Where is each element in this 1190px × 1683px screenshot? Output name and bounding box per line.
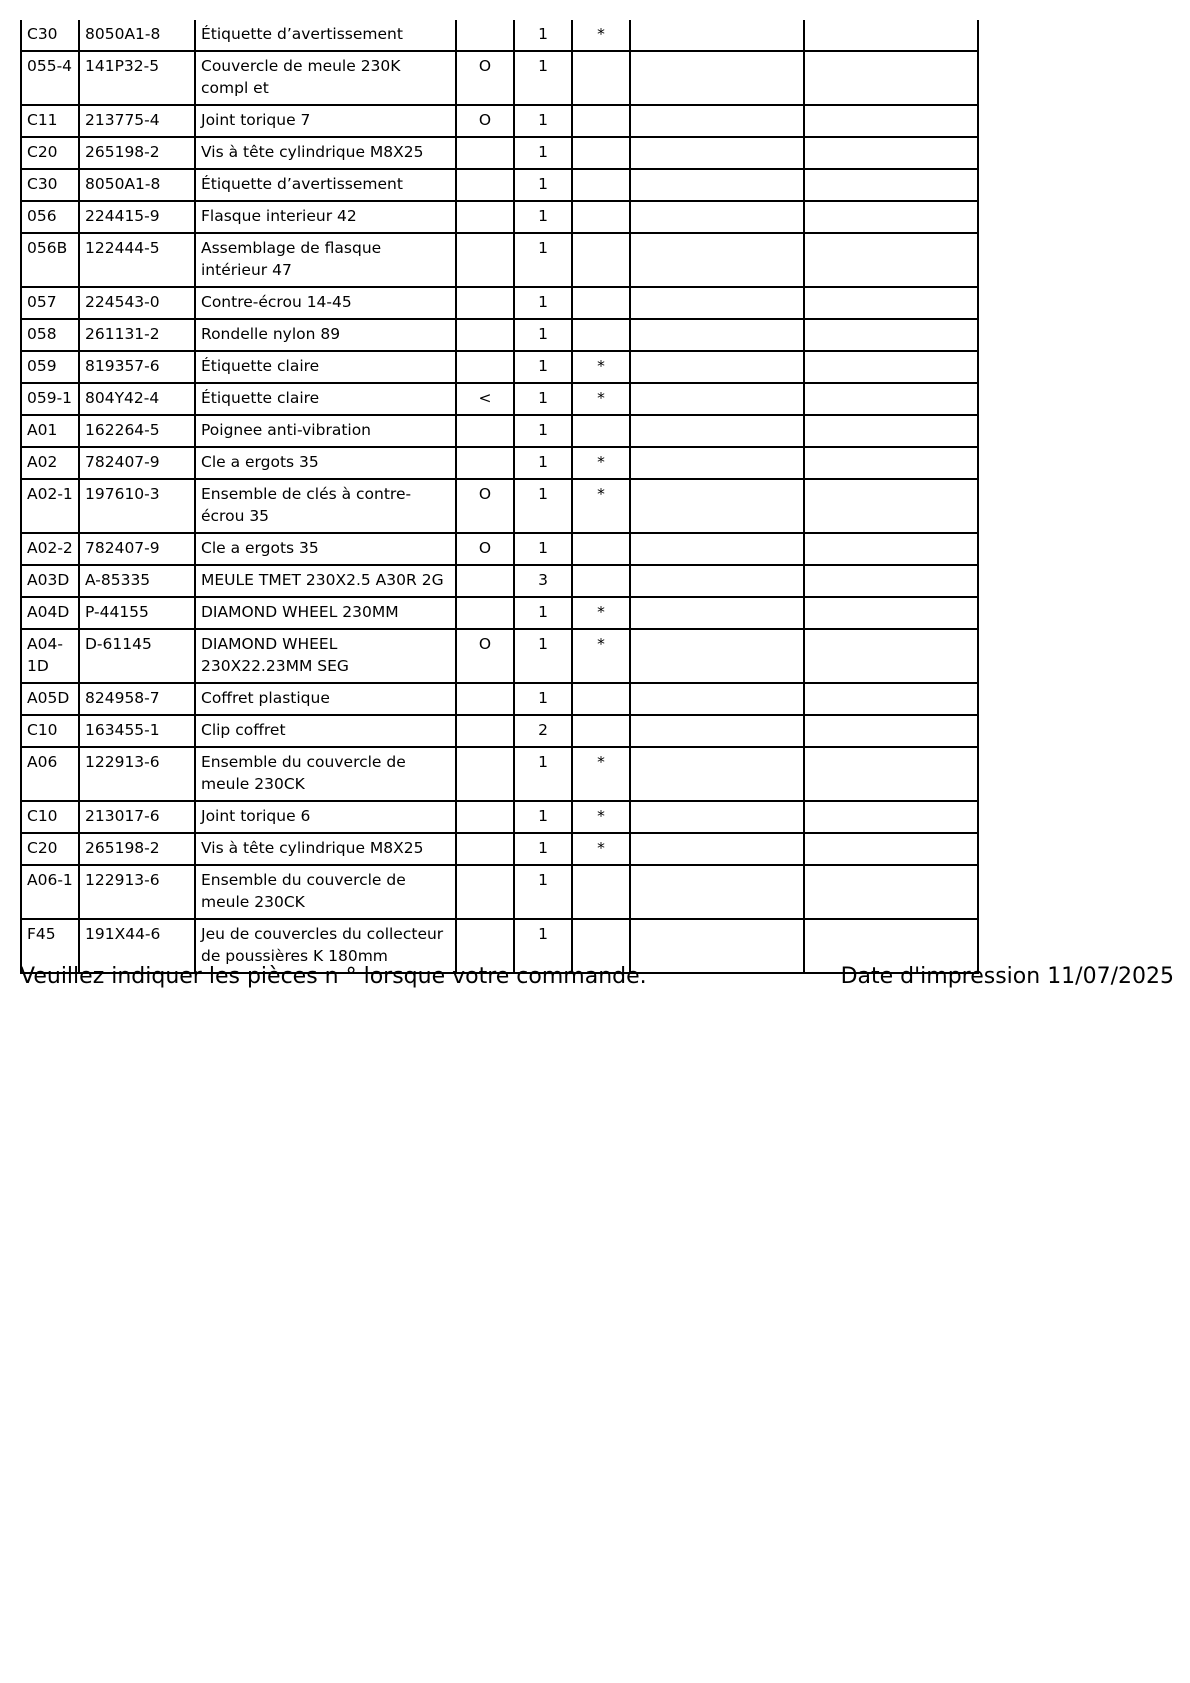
part-number-cell: 122444-5 — [79, 233, 195, 287]
description-cell: Cle a ergots 35 — [195, 447, 456, 479]
note-cell — [572, 319, 630, 351]
quantity-cell: 1 — [514, 865, 572, 919]
description-cell: MEULE TMET 230X2.5 A30R 2G — [195, 565, 456, 597]
table-row — [21, 533, 978, 565]
part-number-cell: 191X44-6 — [79, 919, 195, 973]
part-number-cell: 162264-5 — [79, 415, 195, 447]
ref-cell: 059-1 — [21, 383, 79, 415]
ref-cell: A02-2 — [21, 533, 79, 565]
quantity-cell: 1 — [514, 747, 572, 801]
note-cell: * — [572, 351, 630, 383]
table-row — [21, 287, 978, 319]
table-row — [21, 137, 978, 169]
option-cell: O — [456, 533, 514, 565]
part-number-cell: 265198-2 — [79, 833, 195, 865]
extra-cell-2 — [804, 137, 978, 169]
quantity-cell: 1 — [514, 105, 572, 137]
description-cell: Poignee anti-vibration — [195, 415, 456, 447]
extra-cell-1 — [630, 801, 804, 833]
quantity-cell: 1 — [514, 383, 572, 415]
description-cell: DIAMOND WHEEL 230MM — [195, 597, 456, 629]
ref-cell: A04D — [21, 597, 79, 629]
extra-cell-1 — [630, 415, 804, 447]
quantity-cell: 1 — [514, 801, 572, 833]
ref-cell: A06 — [21, 747, 79, 801]
option-cell — [456, 597, 514, 629]
table-row — [21, 629, 978, 683]
part-number-cell: 224415-9 — [79, 201, 195, 233]
extra-cell-2 — [804, 479, 978, 533]
note-cell: * — [572, 801, 630, 833]
option-cell — [456, 801, 514, 833]
option-cell — [456, 201, 514, 233]
extra-cell-1 — [630, 105, 804, 137]
extra-cell-1 — [630, 533, 804, 565]
option-cell: O — [456, 51, 514, 105]
part-number-cell: 824958-7 — [79, 683, 195, 715]
part-number-cell: 261131-2 — [79, 319, 195, 351]
extra-cell-1 — [630, 383, 804, 415]
option-cell: O — [456, 105, 514, 137]
description-cell: Étiquette d’avertissement — [195, 20, 456, 51]
table-row — [21, 597, 978, 629]
description-cell: DIAMOND WHEEL 230X22.23MM SEG — [195, 629, 456, 683]
ref-cell: A02-1 — [21, 479, 79, 533]
option-cell — [456, 715, 514, 747]
extra-cell-1 — [630, 629, 804, 683]
description-cell: Ensemble du couvercle de meule 230CK — [195, 747, 456, 801]
note-cell — [572, 233, 630, 287]
quantity-cell: 1 — [514, 51, 572, 105]
extra-cell-1 — [630, 201, 804, 233]
description-cell: Jeu de couvercles du collecteur de poussières K 180mm — [195, 919, 456, 973]
extra-cell-1 — [630, 747, 804, 801]
table-row — [21, 415, 978, 447]
description-cell: Étiquette claire — [195, 351, 456, 383]
ref-cell: C30 — [21, 20, 79, 51]
extra-cell-2 — [804, 351, 978, 383]
table-row — [21, 383, 978, 415]
quantity-cell: 1 — [514, 533, 572, 565]
description-cell: Coffret plastique — [195, 683, 456, 715]
part-number-cell: 224543-0 — [79, 287, 195, 319]
description-cell: Flasque interieur 42 — [195, 201, 456, 233]
extra-cell-2 — [804, 105, 978, 137]
extra-cell-2 — [804, 20, 978, 51]
note-cell — [572, 201, 630, 233]
print-date: Date d'impression 11/07/2025 — [840, 964, 1174, 989]
table-row — [21, 747, 978, 801]
note-cell: * — [572, 597, 630, 629]
note-cell: * — [572, 479, 630, 533]
ref-cell: 058 — [21, 319, 79, 351]
description-cell: Joint torique 6 — [195, 801, 456, 833]
option-cell — [456, 447, 514, 479]
extra-cell-1 — [630, 565, 804, 597]
note-cell: * — [572, 629, 630, 683]
option-cell — [456, 865, 514, 919]
ref-cell: C10 — [21, 801, 79, 833]
quantity-cell: 1 — [514, 919, 572, 973]
extra-cell-2 — [804, 447, 978, 479]
note-cell — [572, 169, 630, 201]
extra-cell-2 — [804, 319, 978, 351]
part-number-cell: 819357-6 — [79, 351, 195, 383]
description-cell: Assemblage de flasque intérieur 47 — [195, 233, 456, 287]
description-cell: Vis à tête cylindrique M8X25 — [195, 137, 456, 169]
quantity-cell: 1 — [514, 351, 572, 383]
option-cell — [456, 20, 514, 51]
quantity-cell: 1 — [514, 319, 572, 351]
table-row — [21, 105, 978, 137]
option-cell — [456, 565, 514, 597]
extra-cell-1 — [630, 715, 804, 747]
table-row — [21, 447, 978, 479]
note-cell — [572, 105, 630, 137]
ref-cell: 056 — [21, 201, 79, 233]
description-cell: Vis à tête cylindrique M8X25 — [195, 833, 456, 865]
option-cell — [456, 833, 514, 865]
ref-cell: A02 — [21, 447, 79, 479]
description-cell: Étiquette claire — [195, 383, 456, 415]
extra-cell-2 — [804, 169, 978, 201]
ref-cell: C30 — [21, 169, 79, 201]
quantity-cell: 1 — [514, 137, 572, 169]
table-row — [21, 865, 978, 919]
description-cell: Rondelle nylon 89 — [195, 319, 456, 351]
ref-cell: C11 — [21, 105, 79, 137]
note-cell: * — [572, 20, 630, 51]
extra-cell-2 — [804, 565, 978, 597]
extra-cell-2 — [804, 715, 978, 747]
part-number-cell: A-85335 — [79, 565, 195, 597]
extra-cell-2 — [804, 51, 978, 105]
part-number-cell: 213017-6 — [79, 801, 195, 833]
note-cell — [572, 137, 630, 169]
quantity-cell: 1 — [514, 629, 572, 683]
table-row — [21, 801, 978, 833]
quantity-cell: 2 — [514, 715, 572, 747]
extra-cell-1 — [630, 169, 804, 201]
order-note: Veuillez indiquer les pièces n ° lorsque votre commande. — [20, 964, 647, 989]
extra-cell-1 — [630, 919, 804, 973]
ref-cell: C10 — [21, 715, 79, 747]
extra-cell-2 — [804, 233, 978, 287]
note-cell: * — [572, 833, 630, 865]
quantity-cell: 1 — [514, 20, 572, 51]
quantity-cell: 1 — [514, 415, 572, 447]
table-row — [21, 715, 978, 747]
extra-cell-2 — [804, 833, 978, 865]
ref-cell: C20 — [21, 833, 79, 865]
quantity-cell: 1 — [514, 597, 572, 629]
extra-cell-1 — [630, 351, 804, 383]
part-number-cell: 213775-4 — [79, 105, 195, 137]
option-cell: O — [456, 629, 514, 683]
extra-cell-1 — [630, 447, 804, 479]
extra-cell-1 — [630, 833, 804, 865]
part-number-cell: 8050A1-8 — [79, 169, 195, 201]
option-cell — [456, 319, 514, 351]
table-row — [21, 51, 978, 105]
note-cell: * — [572, 447, 630, 479]
extra-cell-2 — [804, 801, 978, 833]
option-cell — [456, 287, 514, 319]
description-cell: Contre-écrou 14-45 — [195, 287, 456, 319]
quantity-cell: 1 — [514, 479, 572, 533]
option-cell — [456, 415, 514, 447]
table-row — [21, 169, 978, 201]
part-number-cell: 122913-6 — [79, 747, 195, 801]
description-cell: Ensemble du couvercle de meule 230CK — [195, 865, 456, 919]
quantity-cell: 3 — [514, 565, 572, 597]
table-row — [21, 683, 978, 715]
ref-cell: A03D — [21, 565, 79, 597]
option-cell — [456, 683, 514, 715]
ref-cell: 055-4 — [21, 51, 79, 105]
note-cell — [572, 533, 630, 565]
extra-cell-1 — [630, 51, 804, 105]
extra-cell-1 — [630, 479, 804, 533]
part-number-cell: 141P32-5 — [79, 51, 195, 105]
quantity-cell: 1 — [514, 833, 572, 865]
note-cell: * — [572, 383, 630, 415]
quantity-cell: 1 — [514, 287, 572, 319]
table-row — [21, 20, 978, 51]
ref-cell: A06-1 — [21, 865, 79, 919]
part-number-cell: P-44155 — [79, 597, 195, 629]
part-number-cell: 265198-2 — [79, 137, 195, 169]
option-cell — [456, 169, 514, 201]
extra-cell-2 — [804, 383, 978, 415]
ref-cell: A04-1D — [21, 629, 79, 683]
part-number-cell: 782407-9 — [79, 447, 195, 479]
part-number-cell: D-61145 — [79, 629, 195, 683]
ref-cell: F45 — [21, 919, 79, 973]
extra-cell-2 — [804, 533, 978, 565]
extra-cell-2 — [804, 683, 978, 715]
option-cell — [456, 747, 514, 801]
part-number-cell: 804Y42-4 — [79, 383, 195, 415]
extra-cell-1 — [630, 597, 804, 629]
note-cell — [572, 287, 630, 319]
description-cell: Ensemble de clés à contre-écrou 35 — [195, 479, 456, 533]
table-row — [21, 201, 978, 233]
description-cell: Cle a ergots 35 — [195, 533, 456, 565]
extra-cell-1 — [630, 865, 804, 919]
extra-cell-2 — [804, 865, 978, 919]
quantity-cell: 1 — [514, 201, 572, 233]
extra-cell-1 — [630, 319, 804, 351]
table-row — [21, 319, 978, 351]
note-cell — [572, 683, 630, 715]
table-row — [21, 479, 978, 533]
option-cell — [456, 137, 514, 169]
option-cell: < — [456, 383, 514, 415]
extra-cell-2 — [804, 629, 978, 683]
extra-cell-2 — [804, 415, 978, 447]
table-row — [21, 833, 978, 865]
note-cell — [572, 715, 630, 747]
parts-table — [20, 20, 979, 974]
note-cell — [572, 415, 630, 447]
extra-cell-1 — [630, 20, 804, 51]
table-row — [21, 351, 978, 383]
part-number-cell: 8050A1-8 — [79, 20, 195, 51]
description-cell: Couvercle de meule 230K compl et — [195, 51, 456, 105]
ref-cell: 056B — [21, 233, 79, 287]
ref-cell: 057 — [21, 287, 79, 319]
note-cell: * — [572, 747, 630, 801]
quantity-cell: 1 — [514, 447, 572, 479]
option-cell — [456, 233, 514, 287]
ref-cell: A01 — [21, 415, 79, 447]
ref-cell: C20 — [21, 137, 79, 169]
part-number-cell: 782407-9 — [79, 533, 195, 565]
note-cell — [572, 565, 630, 597]
extra-cell-2 — [804, 747, 978, 801]
extra-cell-2 — [804, 287, 978, 319]
option-cell: O — [456, 479, 514, 533]
ref-cell: 059 — [21, 351, 79, 383]
extra-cell-1 — [630, 137, 804, 169]
quantity-cell: 1 — [514, 169, 572, 201]
ref-cell: A05D — [21, 683, 79, 715]
option-cell — [456, 351, 514, 383]
extra-cell-2 — [804, 201, 978, 233]
table-row — [21, 233, 978, 287]
extra-cell-1 — [630, 683, 804, 715]
table-row — [21, 565, 978, 597]
note-cell — [572, 865, 630, 919]
extra-cell-1 — [630, 287, 804, 319]
description-cell: Joint torique 7 — [195, 105, 456, 137]
extra-cell-1 — [630, 233, 804, 287]
note-cell — [572, 51, 630, 105]
part-number-cell: 197610-3 — [79, 479, 195, 533]
quantity-cell: 1 — [514, 233, 572, 287]
part-number-cell: 122913-6 — [79, 865, 195, 919]
part-number-cell: 163455-1 — [79, 715, 195, 747]
description-cell: Étiquette d’avertissement — [195, 169, 456, 201]
extra-cell-2 — [804, 597, 978, 629]
description-cell: Clip coffret — [195, 715, 456, 747]
quantity-cell: 1 — [514, 683, 572, 715]
